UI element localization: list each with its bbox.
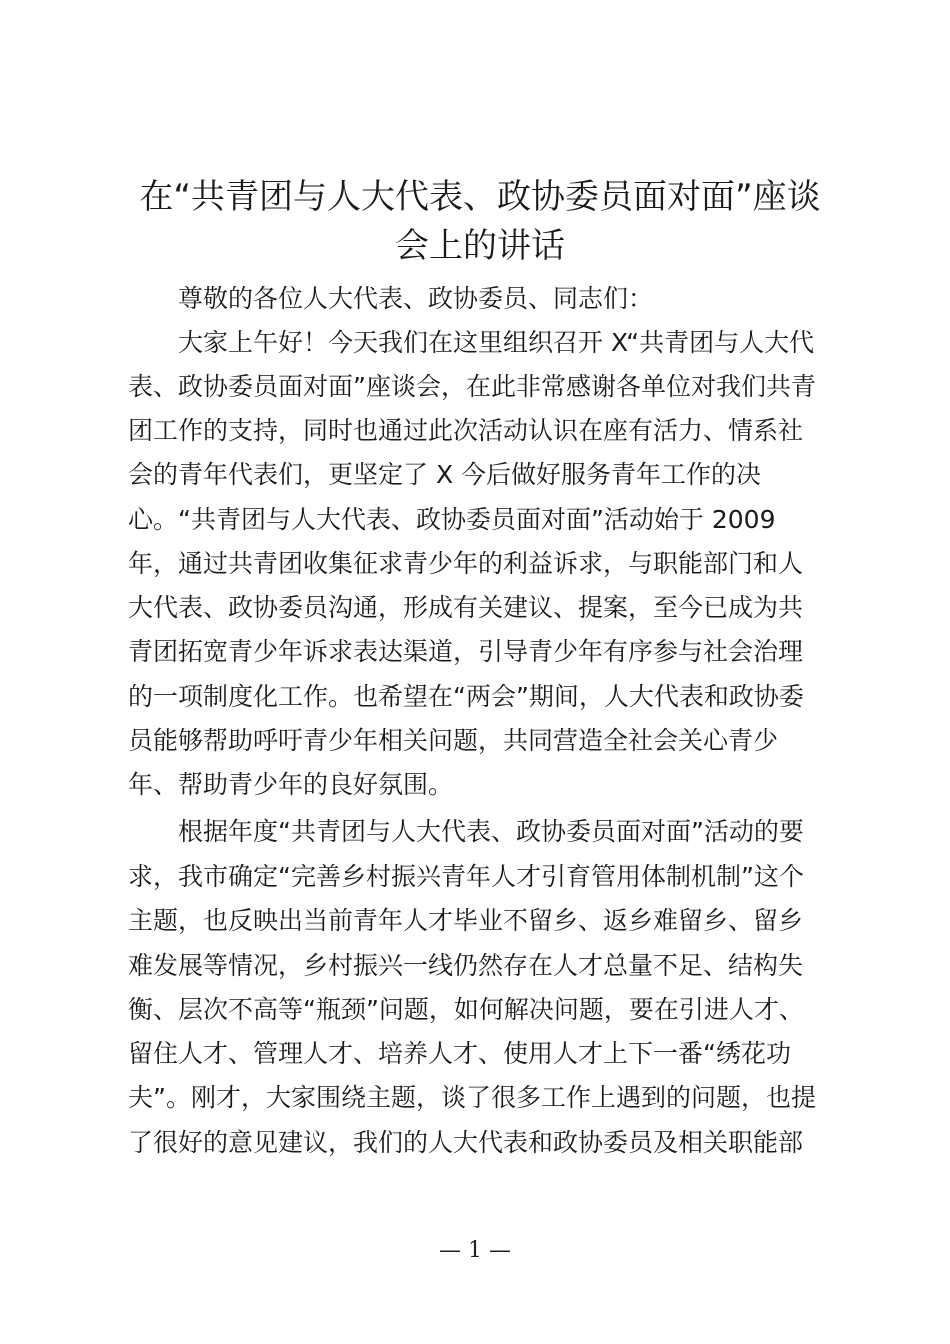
body-line: 了很好的意见建议，我们的人大代表和政协委员及相关职能部 — [128, 1128, 804, 1157]
body-line: 求，我市确定“完善乡村振兴青年人才引育管用体制机制”这个 — [128, 862, 804, 891]
page-number: — 1 — — [439, 1238, 511, 1263]
body-line: 大代表、政协委员沟通，形成有关建议、提案，至今已成为共 — [128, 593, 804, 622]
body-line: 难发展等情况，乡村振兴一线仍然存在人才总量不足、结构失 — [128, 951, 804, 980]
body-line: 员能够帮助呼吁青少年相关问题，共同营造全社会关心青少 — [128, 726, 779, 755]
body-line: 夫”。刚才，大家围绕主题，谈了很多工作上遇到的问题，也提 — [128, 1083, 816, 1112]
body-line: 衡、层次不高等“瓶颈”问题，如何解决问题，要在引进人才、 — [128, 995, 804, 1024]
body-line: 团工作的支持，同时也通过此次活动认识在座有活力、情系社 — [128, 416, 804, 445]
body-line: 根据年度“共青团与人大代表、政协委员面对面”活动的要 — [178, 817, 804, 846]
body-line: 留住人才、管理人才、培养人才、使用人才上下一番“绣花功 — [128, 1039, 791, 1068]
body-line: 主题，也反映出当前青年人才毕业不留乡、返乡难留乡、留乡 — [128, 906, 804, 935]
body-line: 的一项制度化工作。也希望在“两会”期间，人大代表和政协委 — [128, 682, 804, 711]
body-line: 表、政协委员面对面”座谈会，在此非常感谢各单位对我们共青 — [128, 372, 816, 401]
body-line: 心。“共青团与人大代表、政协委员面对面”活动始于 2009 — [128, 505, 776, 534]
body-line: 年，通过共青团收集征求青少年的利益诉求，与职能部门和人 — [128, 549, 804, 578]
body-line: 年、帮助青少年的良好氛围。 — [128, 770, 454, 799]
document-title-line-1: 在“共青团与人大代表、政协委员面对面”座谈 — [139, 177, 821, 217]
body-line: 尊敬的各位人大代表、政协委员、同志们： — [178, 284, 654, 313]
body-line: 青团拓宽青少年诉求表达渠道，引导青少年有序参与社会治理 — [128, 637, 804, 666]
body-line: 大家上午好！今天我们在这里组织召开 X“共青团与人大代 — [178, 328, 815, 357]
document-title-line-2: 会上的讲话 — [395, 226, 565, 266]
body-line: 会的青年代表们，更坚定了 X 今后做好服务青年工作的决 — [128, 460, 762, 489]
